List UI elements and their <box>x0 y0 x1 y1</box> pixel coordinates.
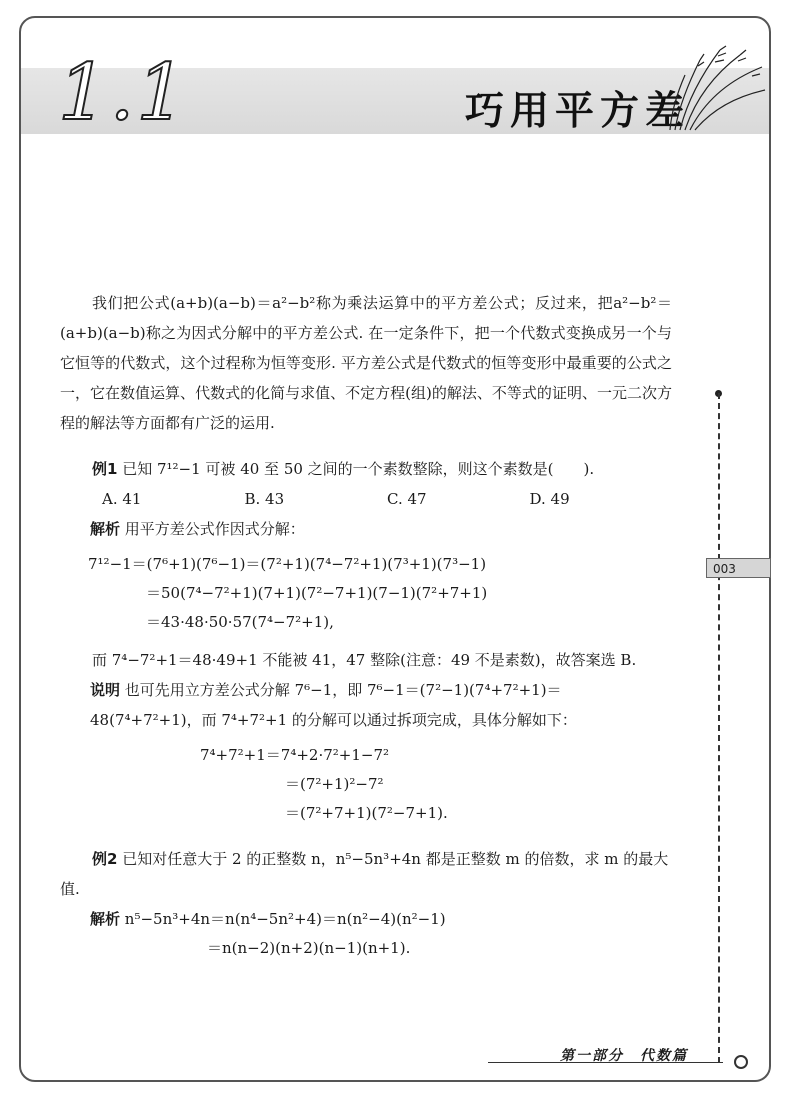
note-label: 说明 <box>90 681 121 699</box>
equation-line: ＝50(7⁴−7²+1)(7+1)(7²−7+1)(7−1)(7²+7+1) <box>146 584 488 602</box>
footer-circle-icon <box>734 1055 748 1069</box>
section-number: 1.1 <box>58 48 189 138</box>
example-2-solution <box>60 904 672 934</box>
example-2-text: 已知对任意大于 2 的正整数 n，n⁵−5n³+4n 都是正整数 m 的倍数，求 m 的最大值. <box>60 850 669 898</box>
example-1-solution <box>60 514 672 544</box>
example-2-label: 例2 <box>92 850 118 868</box>
page-number-tab: 003 <box>706 558 771 578</box>
equation-line: ＝43·48·50·57(7⁴−7²+1), <box>146 613 334 631</box>
equation-line: n⁵−5n³+4n＝n(n⁴−5n²+4)＝n(n²−4)(n²−1) <box>124 910 446 928</box>
example-1-note <box>60 675 672 735</box>
right-rail <box>718 393 722 1063</box>
example-1-label: 例1 <box>92 460 118 478</box>
footer-section-label: 第一部分 代数篇 <box>560 1048 688 1064</box>
example-1-text: 已知 7¹²−1 可被 40 至 50 之间的一个素数整除，则这个素数是( ). <box>122 460 595 478</box>
solution-label: 解析 <box>90 520 121 538</box>
note-text: 也可先用立方差公式分解 7⁶−1，即 7⁶−1＝(7²−1)(7⁴+7²+1)＝48(7⁴+7²+1)，而 7⁴+7²+1 的分解可以通过拆项完成，具体分解如下： <box>90 681 577 729</box>
example-1-options <box>102 484 672 514</box>
equation-line: ＝(7²+1)²−7² <box>285 775 384 793</box>
example-2-question <box>60 844 672 904</box>
solution-label: 解析 <box>90 910 121 928</box>
grass-decoration-icon <box>660 30 770 140</box>
equation-line: ＝(7²+7+1)(7²−7+1). <box>285 804 448 822</box>
solution-text: 用平方差公式作因式分解： <box>124 520 305 538</box>
equation-line: 7⁴+7²+1＝7⁴+2·7²+1−7² <box>200 746 390 764</box>
example-1-conclusion: 而 7⁴−7²+1＝48·49+1 不能被 41，47 整除(注意：49 不是素数)，故答案选 B. <box>92 651 637 669</box>
main-content <box>60 288 672 963</box>
option-b: B. 43 <box>244 490 285 508</box>
footer-rule <box>488 1062 723 1063</box>
option-a: A. 41 <box>102 490 142 508</box>
option-d: D. 49 <box>529 490 570 508</box>
option-c: C. 47 <box>387 490 427 508</box>
equation-line: 7¹²−1＝(7⁶+1)(7⁶−1)＝(7²+1)(7⁴−7²+1)(7³+1)(7³−1) <box>88 555 487 573</box>
equation-block-2 <box>200 741 672 828</box>
example-1-question <box>60 454 672 484</box>
equation-block-1 <box>88 550 672 637</box>
equation-block-3 <box>155 934 672 963</box>
section-title: 巧用平方差 <box>465 89 691 134</box>
equation-line: ＝n(n−2)(n+2)(n−1)(n+1). <box>207 939 411 957</box>
intro-paragraph: 我们把公式(a+b)(a−b)＝a²−b²称为乘法运算中的平方差公式；反过来，把a²−b²＝(a+b)(a−b)称之为因式分解中的平方差公式. 在一定条件下，把一个代数式变换成另一个与它恒等的代数式，这个过程称为恒等变形. 平方差公式是代数式的恒等变形中最重要的公式之一，它在数值运算、代数式的化简与求值、不定方程(组)的解法、不等式的证明、一元二次方程的解法等方面都有广泛的运用. <box>60 294 672 432</box>
